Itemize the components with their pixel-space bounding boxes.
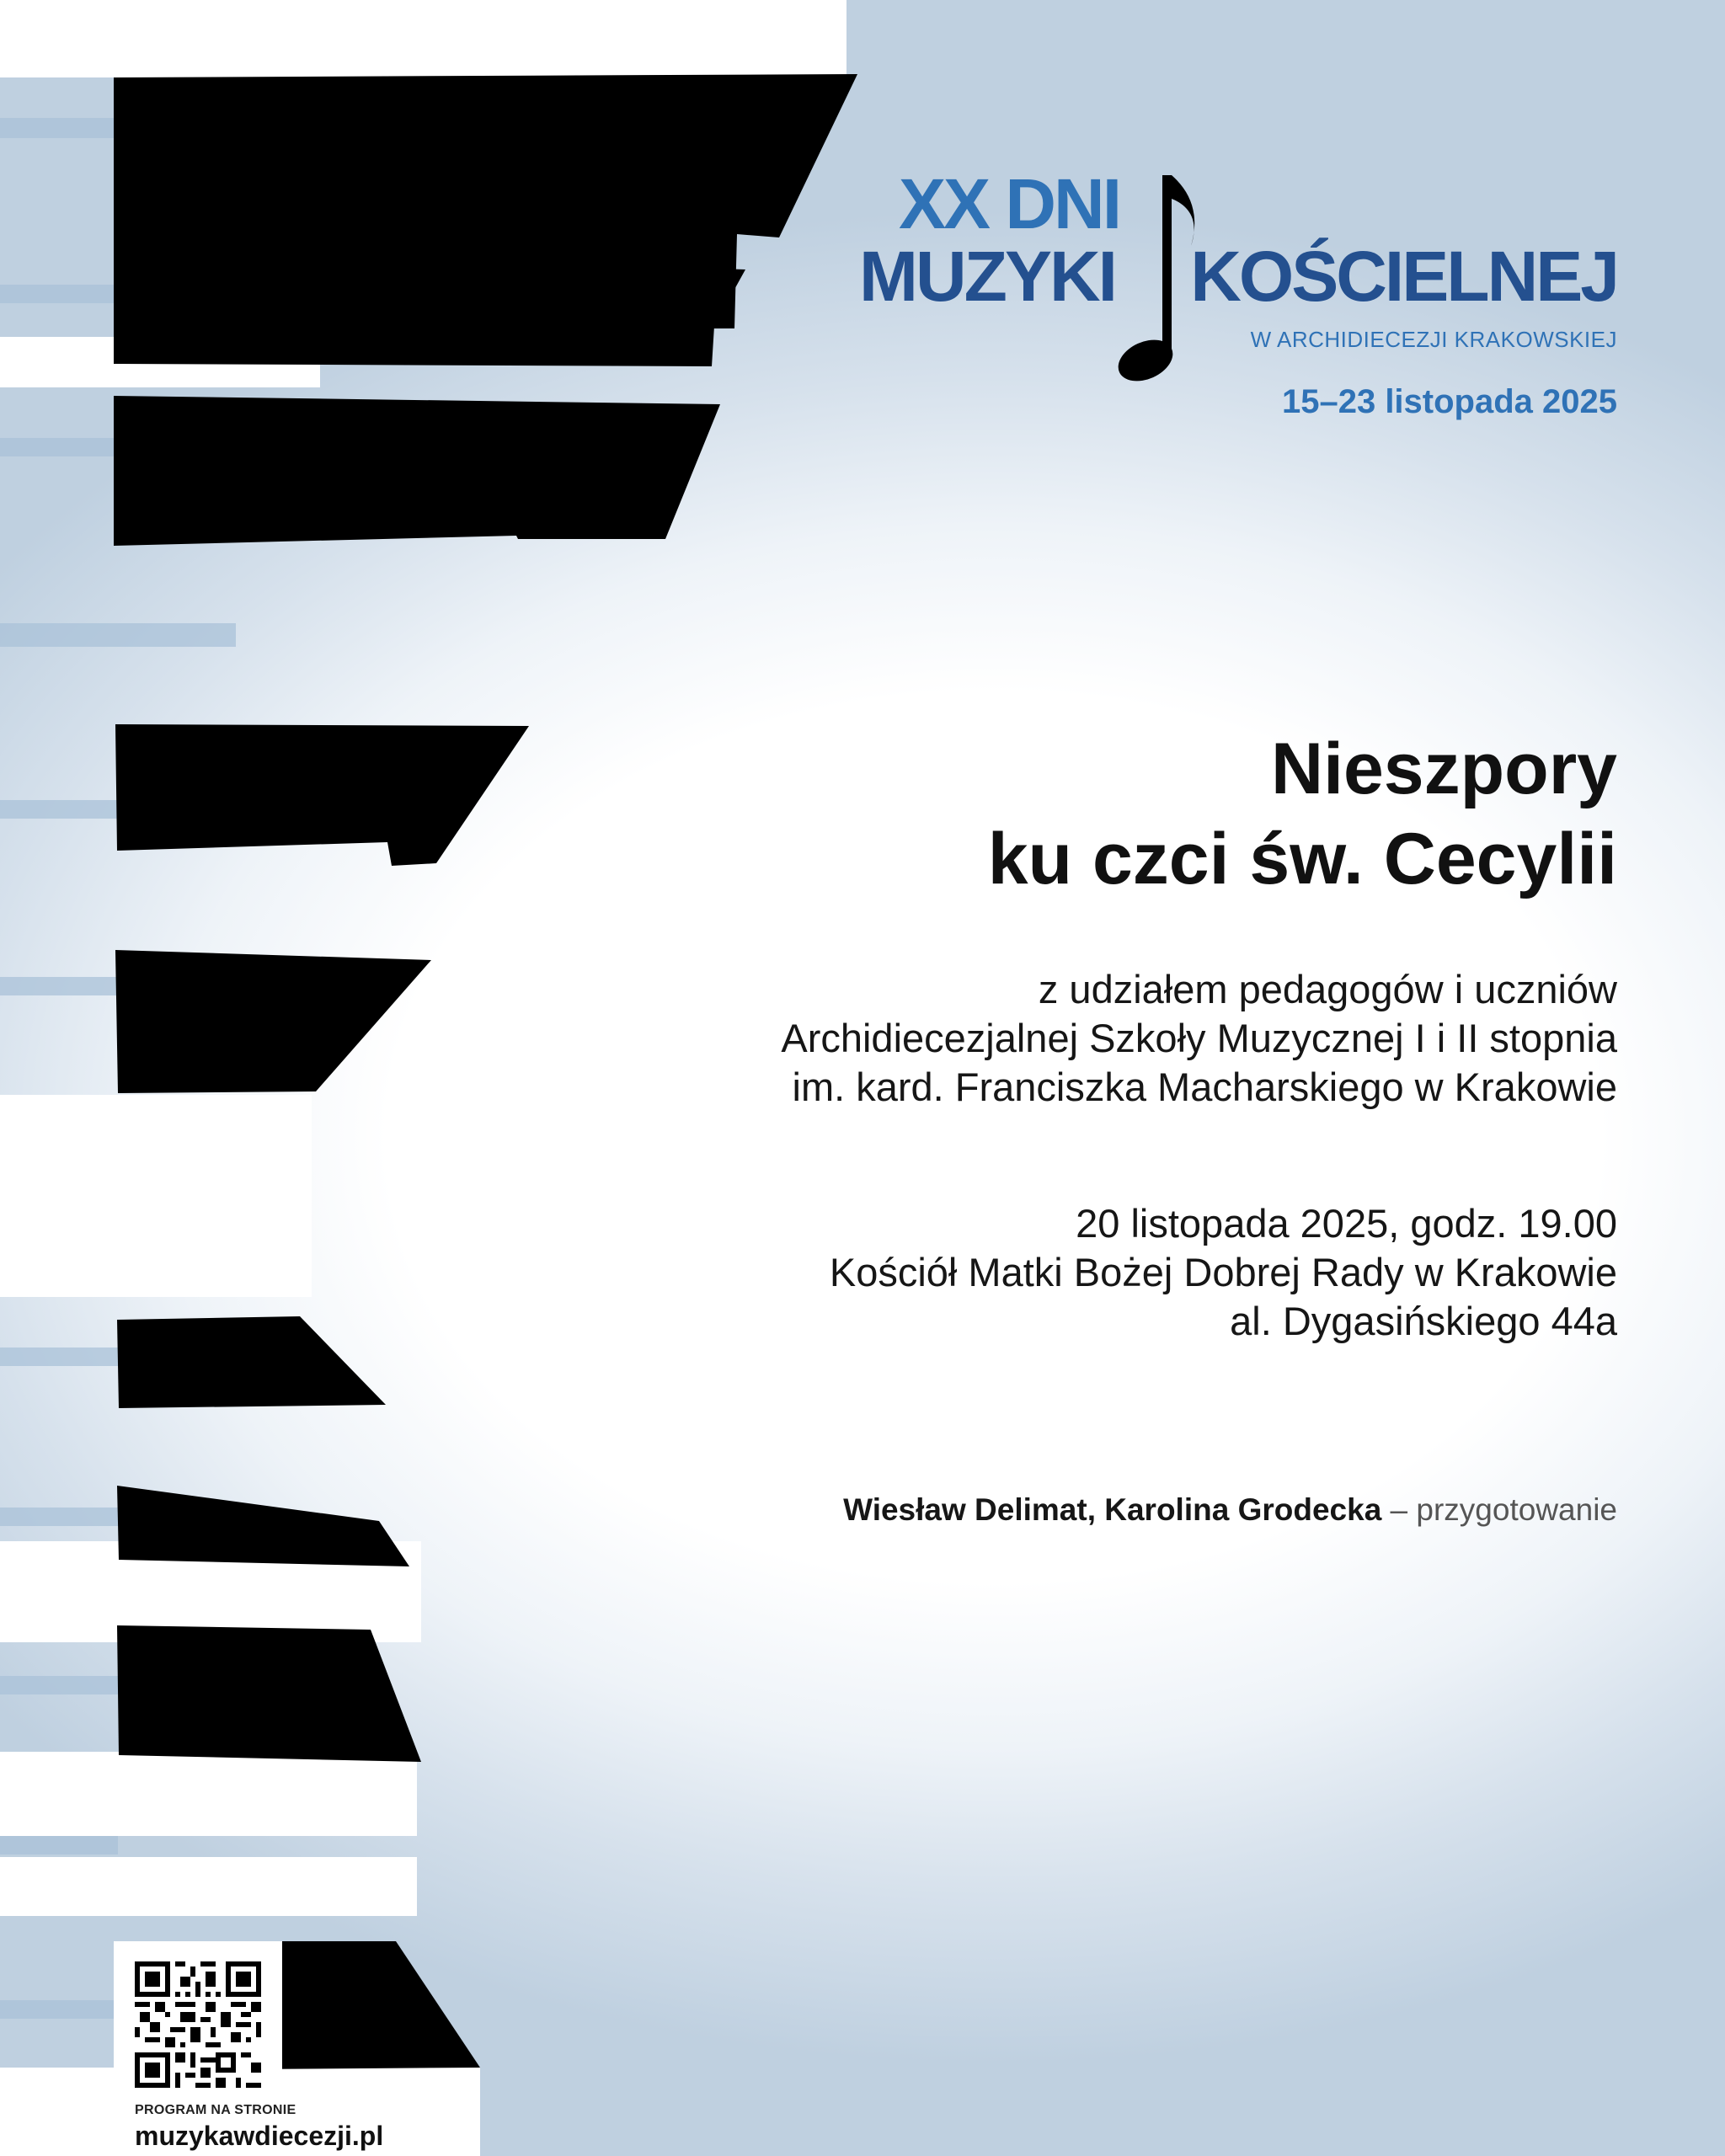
footer-caption: PROGRAM NA STRONIE (135, 2103, 296, 2117)
festival-dates: 15–23 listopada 2025 (1281, 383, 1617, 420)
description-line: z udziałem pedagogów i uczniów (1038, 967, 1617, 1011)
description-line: im. kard. Franciszka Macharskiego w Krakowie (792, 1065, 1617, 1109)
music-note-icon (1112, 168, 1204, 387)
event-title-line2: ku czci św. Cecylii (987, 819, 1617, 899)
credits-role: – przygotowanie (1381, 1492, 1617, 1527)
event-title-line1: Nieszpory (1270, 728, 1617, 809)
credits-names: Wiesław Delimat, Karolina Grodecka (843, 1492, 1382, 1527)
logo-title-line2-left: MUZYKI (859, 237, 1115, 316)
footer-url[interactable]: muzykawdiecezji.pl (135, 2121, 384, 2151)
event-title (775, 724, 1617, 905)
event-venue: Kościół Matki Bożej Dobrej Rady w Krakowie (829, 1250, 1617, 1294)
logo-title-line2-right: KOŚCIELNEJ (1190, 237, 1617, 316)
event-details (522, 1199, 1617, 1346)
event-address: al. Dygasińskiego 44a (1230, 1299, 1617, 1343)
event-datetime: 20 listopada 2025, godz. 19.00 (1076, 1201, 1617, 1246)
logo-subtitle: W ARCHIDIECEZJI KRAKOWSKIEJ (1250, 327, 1617, 352)
qr-code-panel (114, 1941, 282, 2110)
qr-code-icon[interactable] (135, 1961, 261, 2088)
credits-line (843, 1492, 1617, 1528)
event-description (522, 965, 1617, 1112)
logo-title-line1: XX DNI (899, 164, 1120, 243)
description-line: Archidiecezjalnej Szkoły Muzycznej I i II stopnia (781, 1016, 1617, 1060)
